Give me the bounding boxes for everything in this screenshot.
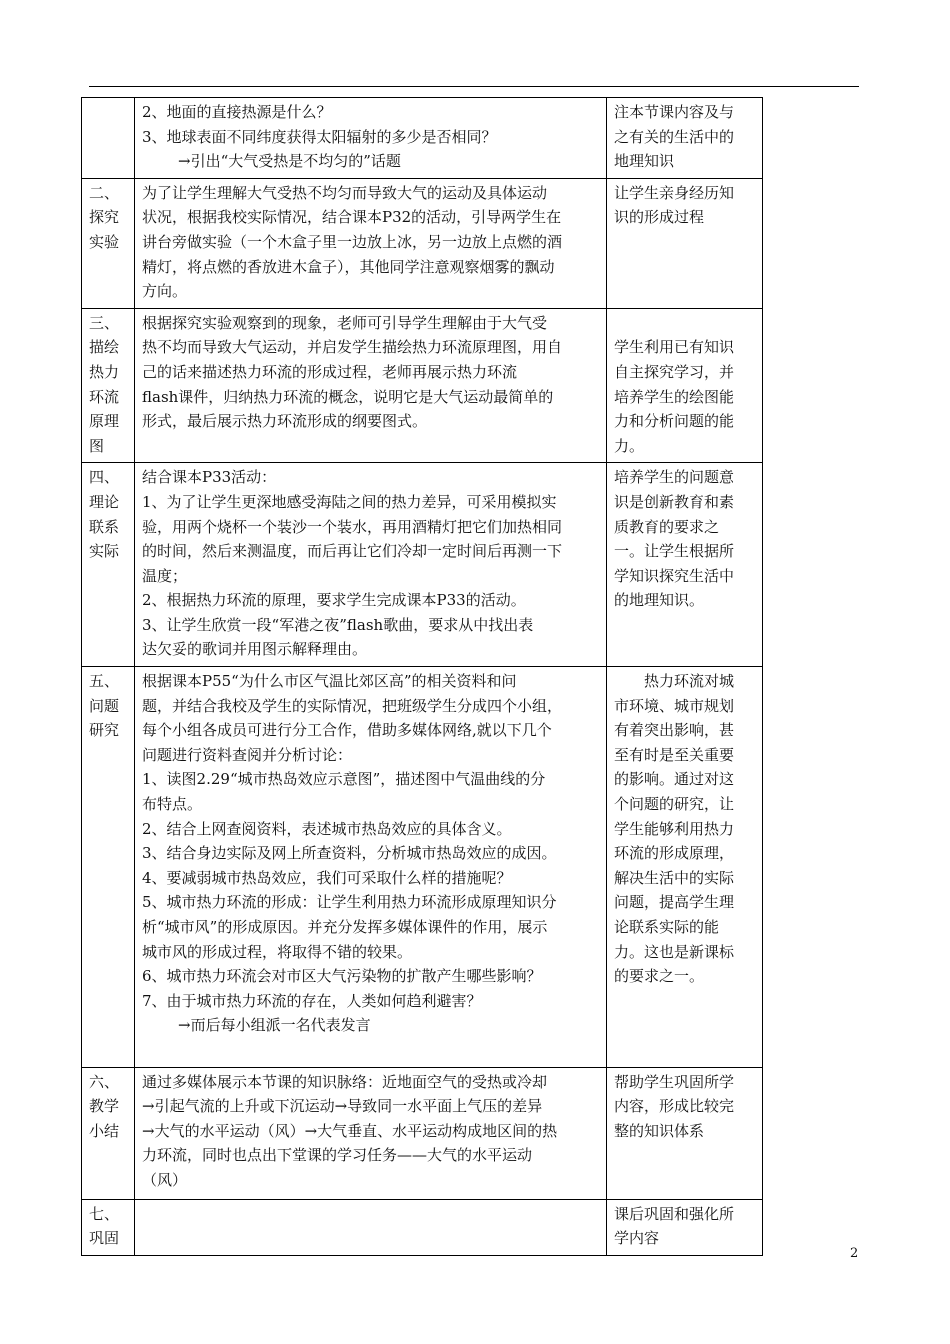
note-cell [607,1199,763,1255]
step-line: 探究 [89,208,120,227]
content-line: 方向。 [142,282,188,301]
step-line: 五、 [89,672,120,691]
note-cell [607,178,763,308]
step-line: 环流 [89,387,120,406]
content-cell [135,1067,607,1199]
note-cell [607,463,763,667]
note-line: 力。 [614,436,645,455]
step-line: 七、 [89,1204,120,1223]
note-cell [607,308,763,463]
content-line: 状况，根据我校实际情况，结合课本P32的活动，引导两学生在 [142,208,562,227]
note-cell [607,1067,763,1199]
note-line: 注本节课内容及与 [614,103,735,121]
content-line: 温度； [142,566,188,585]
lesson-plan-table [81,97,763,1256]
step-line: 研究 [89,721,120,740]
content-line: 根据探究实验观察到的现象，老师可引导学生理解由于大气受 [142,313,548,332]
step-line: 图 [89,436,105,455]
note-line: 学知识探究生活中 [614,566,735,585]
content-line: 1、读图2.29“城市热岛效应示意图”，描述图中气温曲线的分 [142,770,546,789]
content-cell [135,178,607,308]
step-cell [82,98,135,179]
content-line: 结合课本P33活动： [142,468,277,487]
content-cell [135,667,607,1068]
content-line: 为了让学生理解大气受热不均匀而导致大气的运动及具体运动 [142,183,548,202]
note-line: 识的形成过程 [614,208,705,227]
content-line: 精灯，将点燃的香放进木盒子），其他同学注意观察烟雾的飘动 [142,257,555,276]
note-line: 一。让学生根据所 [614,542,735,561]
table-row [82,463,763,667]
note-line: 让学生亲身经历知 [614,183,735,202]
content-line: →引出“大气受热是不均匀的”话题 [178,152,401,171]
content-line: 6、城市热力环流会对市区大气污染物的扩散产生哪些影响？ [142,967,542,986]
content-line: 验，用两个烧杯一个装沙一个装水，再用酒精灯把它们加热相同 [142,517,563,536]
content-cell [135,98,607,179]
step-cell [82,667,135,1068]
content-line: 题，并结合我校及学生的实际情况，把班级学生分成四个小组， [142,696,563,715]
content-line: →而后每小组派一名代表发言 [178,1016,371,1035]
note-cell [607,667,763,1068]
step-line: 描绘 [89,338,120,357]
content-line: 城市风的形成过程，将取得不错的较果。 [142,942,413,961]
step-line: 四、 [89,468,120,487]
note-line: 学生能够利用热力 [614,819,735,838]
content-line: 5、城市热力环流的形成：让学生利用热力环流形成原理知识分 [142,893,557,912]
content-line: 3、地球表面不同纬度获得太阳辐射的多少是否相同？ [142,127,497,146]
table-row [82,1067,763,1199]
content-line: 1、为了让学生更深地感受海陆之间的热力差异，可采用模拟实 [142,492,557,511]
content-line: 己的话来描述热力环流的形成过程，老师再展示热力环流 [142,362,518,381]
step-line: 实际 [89,542,120,561]
table-row [82,178,763,308]
note-line: 学生利用已有知识 [614,338,735,357]
content-line: （风） [142,1170,188,1189]
step-line: 实验 [89,232,120,251]
content-line: 通过多媒体展示本节课的知识脉络：近地面空气的受热或冷却 [142,1072,548,1091]
table-row [82,1199,763,1255]
content-line: 3、结合身边实际及网上所查资料，分析城市热岛效应的成因。 [142,844,557,863]
note-line: 环流的形成原理， [614,844,735,863]
step-cell [82,178,135,308]
step-line: 联系 [89,517,120,536]
note-line: 帮助学生巩固所学 [614,1072,735,1091]
table-row [82,308,763,463]
content-cell [135,308,607,463]
content-line: 形式，最后展示热力环流形成的纲要图式。 [142,412,428,431]
content-cell [135,463,607,667]
note-line: 市环境、城市规划 [614,696,735,715]
content-cell [135,1199,607,1255]
content-line: 4、要减弱城市热岛效应，我们可采取什么样的措施呢？ [142,868,512,887]
note-line: 至有时是至关重要 [614,745,735,764]
page-number: 2 [850,1246,859,1261]
content-line: →引起气流的上升或下沉运动→导致同一水平面上气压的差异 [142,1097,543,1116]
note-line: 培养学生的绘图能 [614,387,735,406]
content-line: 2、地面的直接热源是什么？ [142,103,332,121]
step-cell [82,1199,135,1255]
step-line: 小结 [89,1121,120,1140]
note-line: 的影响。通过对这 [614,770,735,789]
content-line: 热不均而导致大气运动，并启发学生描绘热力环流原理图，用自 [142,338,563,357]
step-cell [82,463,135,667]
content-line: 布特点。 [142,795,203,814]
note-cell [607,98,763,179]
content-line: 的时间，然后来测温度，而后再让它们冷却一定时间后再测一下 [142,542,563,561]
step-line: 二、 [89,183,120,202]
note-line: 地理知识 [614,152,675,171]
note-line: 内容，形成比较完 [614,1097,735,1116]
content-line: 2、结合上网查阅资料，表述城市热岛效应的具体含义。 [142,819,512,838]
step-line: 热力 [89,362,120,381]
note-line: 培养学生的问题意 [614,468,735,487]
note-line: 问题，提高学生理 [614,893,735,912]
step-line: 六、 [89,1072,120,1091]
note-line: 的要求之一。 [614,967,705,986]
note-line: 解决生活中的实际 [614,868,735,887]
note-line: 热力环流对城 [644,672,735,691]
step-line: 原理 [89,412,120,431]
note-line: 整的知识体系 [614,1121,705,1140]
step-cell [82,308,135,463]
note-line: 有着突出影响，甚 [614,721,735,740]
note-line: 力。这也是新课标 [614,942,735,961]
note-line: 识是创新教育和素 [614,492,735,511]
content-line: 达欠妥的歌词并用图示解释理由。 [142,640,368,659]
step-cell [82,1067,135,1199]
step-line: 三、 [89,313,120,332]
step-line: 巩固 [89,1229,120,1248]
table-row [82,98,763,179]
content-line: 讲台旁做实验（一个木盒子里一边放上冰，另一边放上点燃的酒 [142,232,563,251]
content-line: flash课件，归纳热力环流的概念，说明它是大气运动最简单的 [142,387,554,406]
note-line: 之有关的生活中的 [614,127,735,146]
note-line: 课后巩固和强化所 [614,1204,735,1223]
content-line: →大气的水平运动（风）→大气垂直、水平运动构成地区间的热 [142,1121,558,1140]
content-line: 2、根据热力环流的原理，要求学生完成课本P33的活动。 [142,591,526,610]
note-line: 论联系实际的能 [614,918,720,936]
note-line: 自主探究学习，并 [614,362,735,381]
content-line: 7、由于城市热力环流的存在，人类如何趋利避害？ [142,991,482,1010]
content-line: 析“城市风”的形成原因。并充分发挥多媒体课件的作用，展示 [142,918,548,936]
note-line: 力和分析问题的能 [614,412,735,431]
header-rule [89,86,859,87]
content-line [142,1038,602,1063]
note-line [614,311,758,336]
note-line: 质教育的要求之 [614,517,720,536]
step-line: 理论 [89,492,120,511]
content-line: 根据课本P55“为什么市区气温比郊区高”的相关资料和问 [142,672,517,691]
step-line: 教学 [89,1097,120,1116]
content-line: 问题进行资料查阅并分析讨论： [142,745,353,764]
content-line: 每个小组各成员可进行分工合作，借助多媒体网络,就以下几个 [142,721,552,740]
note-line: 学内容 [614,1229,660,1248]
step-line: 问题 [89,696,120,715]
note-line: 个问题的研究，让 [614,795,735,814]
content-line: 力环流，同时也点出下堂课的学习任务——大气的水平运动 [142,1146,533,1165]
content-line: 3、让学生欣赏一段“军港之夜”flash歌曲，要求从中找出表 [142,615,534,634]
note-line: 的地理知识。 [614,591,705,610]
table-row [82,667,763,1068]
